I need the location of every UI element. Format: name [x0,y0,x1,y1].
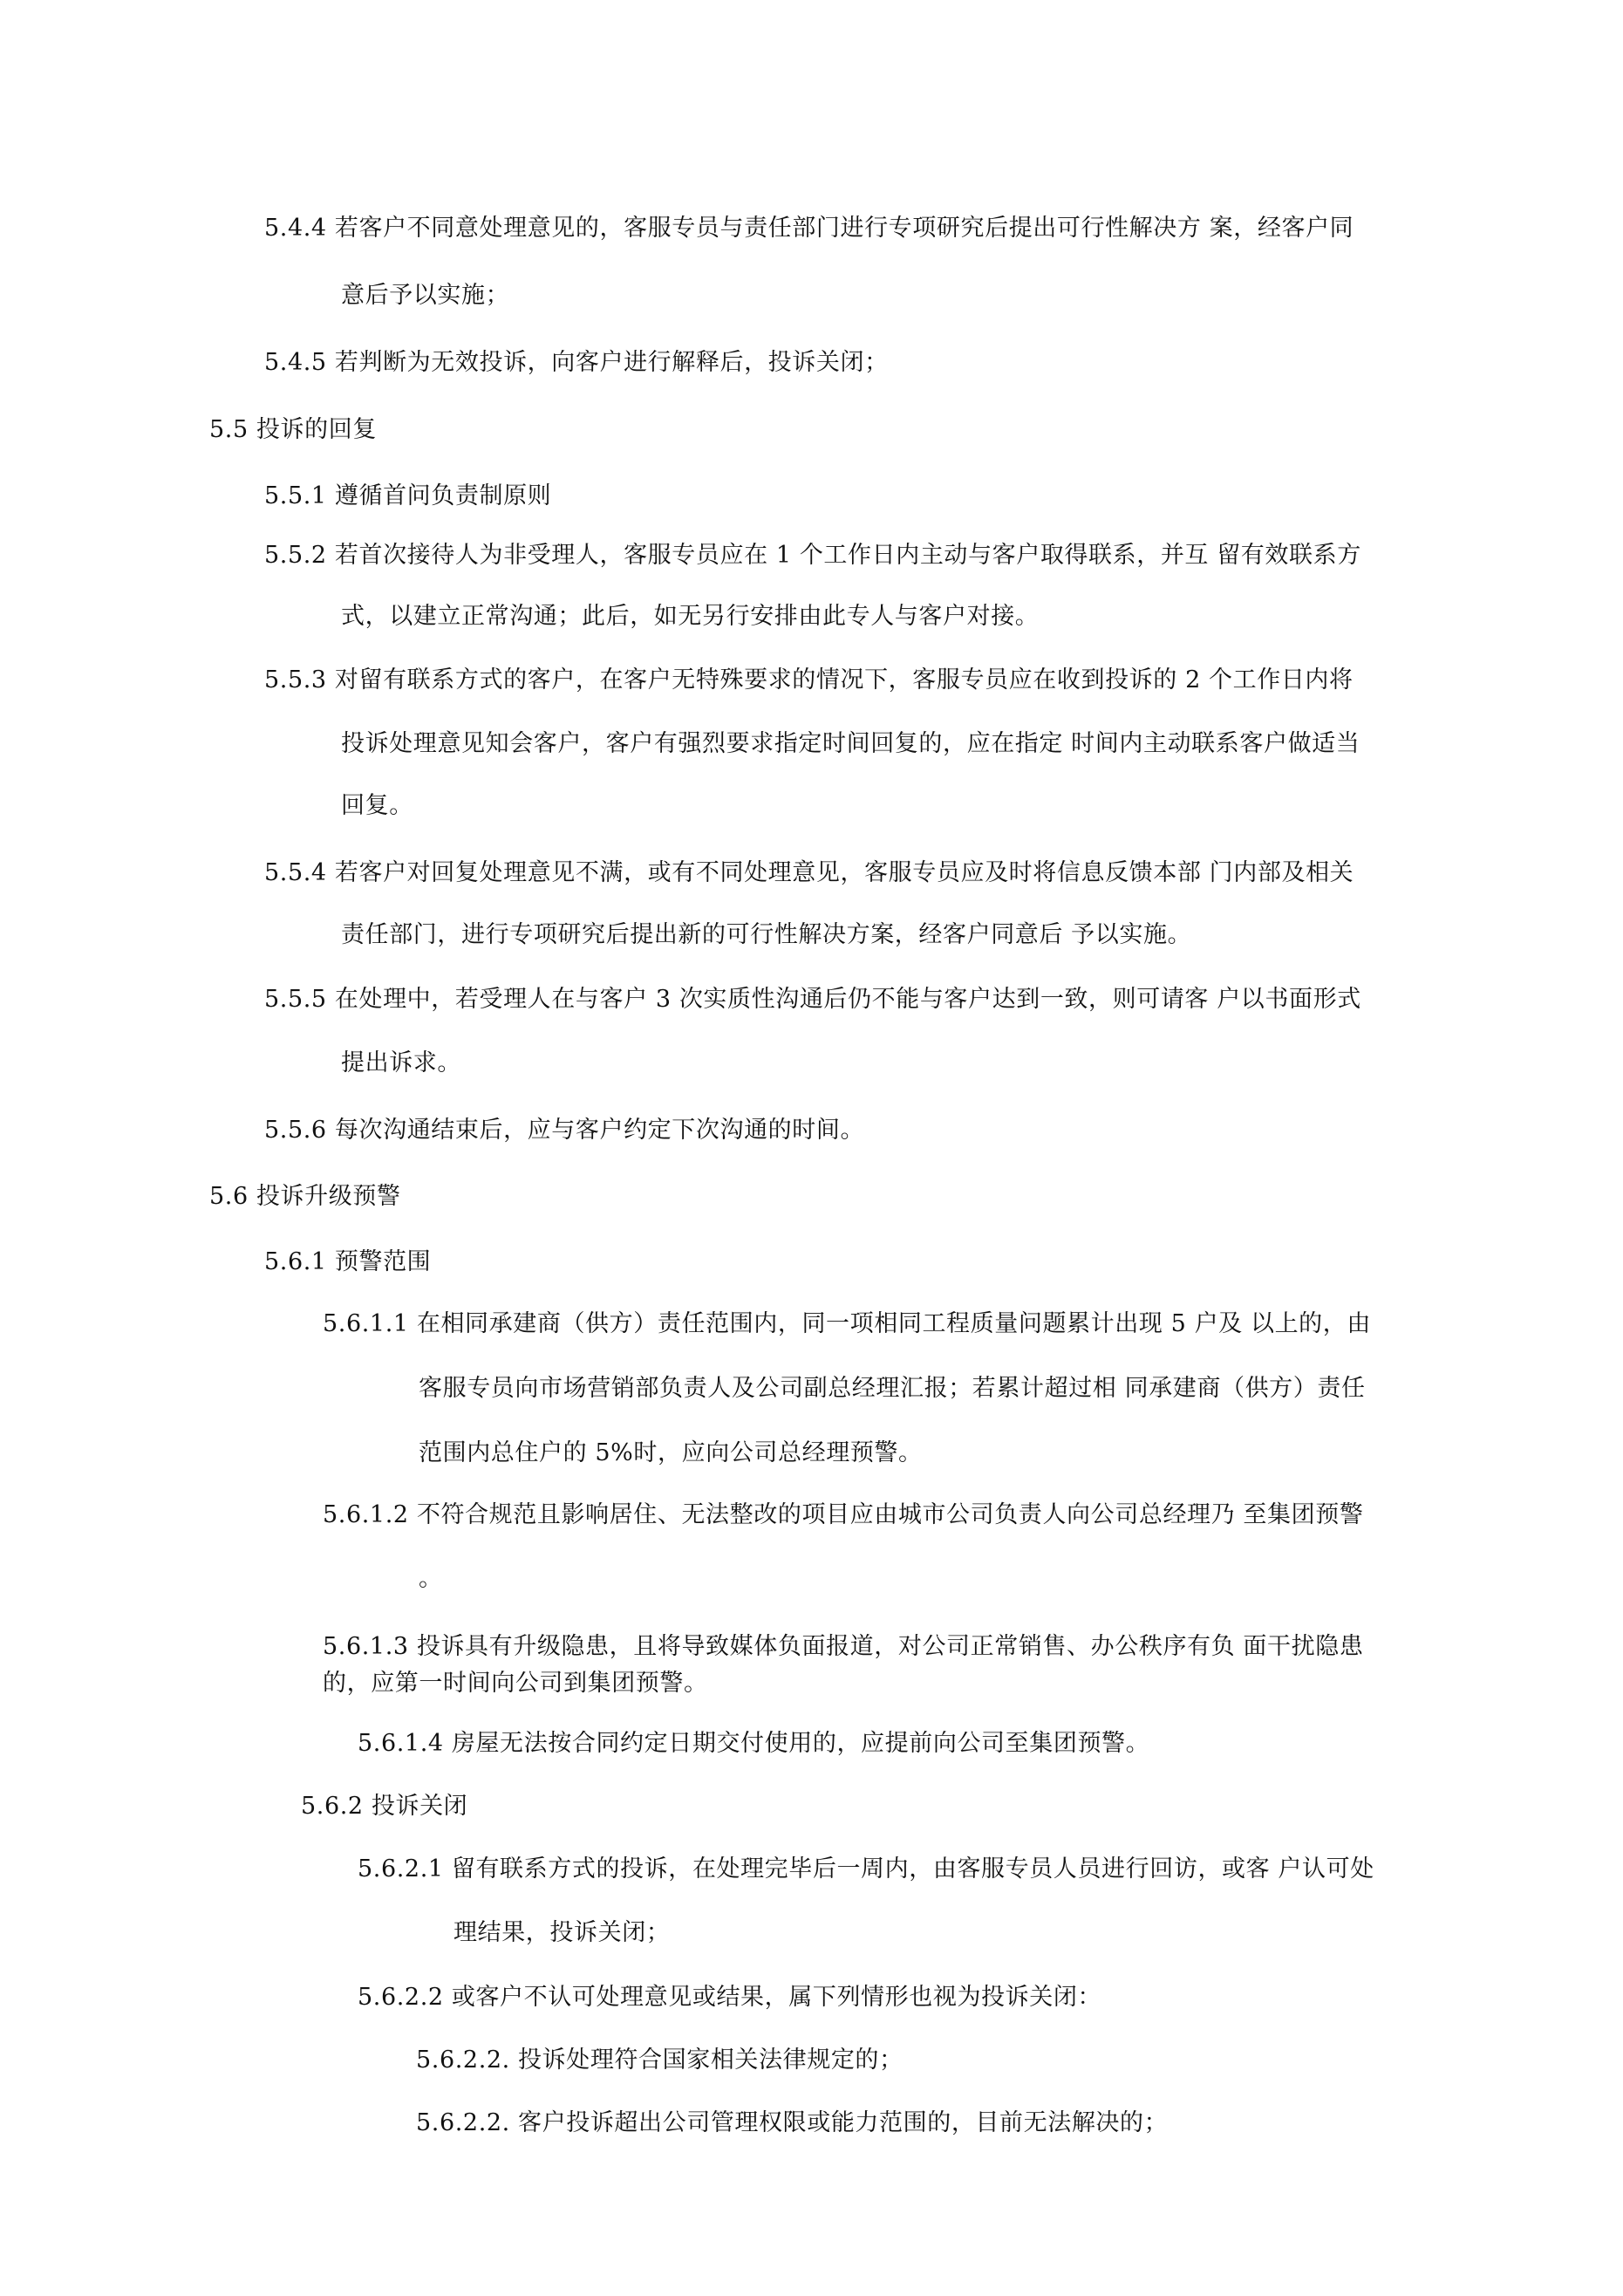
clause-5-6-2-1-line2: 理结果，投诉关闭； [453,1919,671,1946]
clause-5-5-5-line2: 提出诉求。 [341,1049,461,1076]
clause-5-6-1: 5.6.1 预警范围 [264,1248,432,1275]
clause-5-5-6: 5.5.6 每次沟通结束后，应与客户约定下次沟通的时间。 [264,1117,865,1144]
clause-5-6-1-3-line2: 的，应第一时间向公司到集团预警。 [323,1670,708,1697]
clause-5-4-4-line2: 意后予以实施； [341,282,510,309]
clause-5-5-3-line2: 投诉处理意见知会客户，客户有强烈要求指定时间回复的，应在指定 时间内主动联系客户做适当 [341,730,1360,757]
section-5-6-heading: 5.6 投诉升级预警 [209,1183,401,1210]
clause-5-5-3-line3: 回复。 [341,792,413,819]
clause-5-5-2-line1: 5.5.2 若首次接待人为非受理人，客服专员应在 1 个工作日内主动与客户取得联系，并互 留有效联系方 [264,542,1361,569]
clause-5-6-2: 5.6.2 投诉关闭 [301,1793,468,1820]
clause-5-6-1-3-line1: 5.6.1.3 投诉具有升级隐患，且将导致媒体负面报道，对公司正常销售、办公秩序有负 面干扰隐患 [323,1633,1364,1660]
clause-5-6-1-2-line2: 。 [419,1565,443,1592]
clause-5-5-5-line1: 5.5.5 在处理中，若受理人在与客户 3 次实质性沟通后仍不能与客户达到一致，则可请客 户以书面形式 [264,986,1361,1013]
clause-5-6-1-2-line1: 5.6.1.2 不符合规范且影响居住、无法整改的项目应由城市公司负责人向公司总经理乃 至集团预警 [323,1501,1364,1528]
clause-5-4-5: 5.4.5 若判断为无效投诉，向客户进行解释后，投诉关闭； [264,349,889,376]
clause-5-5-4-line2: 责任部门，进行专项研究后提出新的可行性解决方案，经客户同意后 予以实施。 [341,921,1192,948]
clause-5-5-2-line2: 式，以建立正常沟通；此后，如无另行安排由此专人与客户对接。 [341,603,1040,630]
clause-5-6-2-2-item-2: 5.6.2.2. 客户投诉超出公司管理权限或能力范围的，目前无法解决的； [416,2109,1169,2136]
clause-5-4-4-line1: 5.4.4 若客户不同意处理意见的，客服专员与责任部门进行专项研究后提出可行性解决方 案，经客户同 [264,215,1354,242]
clause-5-5-1: 5.5.1 遵循首问负责制原则 [264,482,552,509]
clause-5-6-2-2-item-1: 5.6.2.2. 投诉处理符合国家相关法律规定的； [416,2047,904,2074]
clause-5-6-1-1-line2: 客服专员向市场营销部负责人及公司副总经理汇报；若累计超过相 同承建商（供方）责任 [419,1375,1366,1402]
clause-5-6-1-4: 5.6.1.4 房屋无法按合同约定日期交付使用的，应提前向公司至集团预警。 [358,1730,1150,1757]
clause-5-6-1-1-line1: 5.6.1.1 在相同承建商（供方）责任范围内，同一项相同工程质量问题累计出现 5 户及 以上的，由 [323,1310,1371,1337]
section-5-5-heading: 5.5 投诉的回复 [209,416,377,443]
clause-5-6-2-1-line1: 5.6.2.1 留有联系方式的投诉，在处理完毕后一周内，由客服专员人员进行回访，或客 户认可处 [358,1855,1374,1883]
clause-5-5-3-line1: 5.5.3 对留有联系方式的客户，在客户无特殊要求的情况下，客服专员应在收到投诉的 2 个工作日内将 [264,666,1354,694]
clause-5-6-1-1-line3: 范围内总住户的 5%时，应向公司总经理预警。 [419,1439,923,1466]
clause-5-5-4-line1: 5.5.4 若客户对回复处理意见不满，或有不同处理意见，客服专员应及时将信息反馈本部 门内部及相关 [264,859,1354,886]
clause-5-6-2-2: 5.6.2.2 或客户不认可处理意见或结果，属下列情形也视为投诉关闭： [358,1984,1102,2011]
